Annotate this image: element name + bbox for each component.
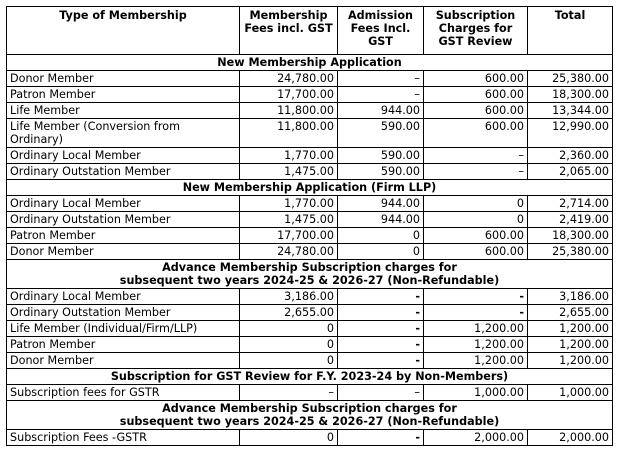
cell-membership-type: Life Member (Individual/Firm/LLP) [7, 321, 240, 337]
table-row [7, 103, 613, 119]
cell-total: 1,200.00 [528, 321, 613, 337]
cell-membership-fees: 17,700.00 [240, 87, 338, 103]
cell-membership-fees: 17,700.00 [240, 228, 338, 244]
cell-membership-fees: 0 [240, 321, 338, 337]
cell-subscription-charges: 600.00 [424, 103, 528, 119]
cell-total: 2,419.00 [528, 212, 613, 228]
cell-admission-fees: – [338, 71, 424, 87]
cell-subscription-charges: 600.00 [424, 71, 528, 87]
cell-membership-fees: 1,475.00 [240, 212, 338, 228]
section-title-line: Subscription for GST Review for F.Y. 2023-24 by Non-Members) [110, 370, 509, 383]
cell-subscription-charges: 1,200.00 [424, 337, 528, 353]
cell-total: 1,200.00 [528, 337, 613, 353]
cell-admission-fees: - [338, 289, 424, 305]
cell-membership-type: Donor Member [7, 353, 240, 369]
cell-subscription-charges: – [424, 148, 528, 164]
header-admission-fees: Admission Fees Incl. GST [338, 7, 424, 55]
cell-subscription-charges: 1,200.00 [424, 321, 528, 337]
cell-total: 25,380.00 [528, 71, 613, 87]
cell-admission-fees: – [338, 87, 424, 103]
cell-membership-type: Life Member (Conversion from Ordinary) [7, 119, 240, 148]
section-title [7, 401, 613, 430]
cell-total: 1,200.00 [528, 353, 613, 369]
cell-membership-type: Life Member [7, 103, 240, 119]
table-row [7, 71, 613, 87]
cell-subscription-charges: 1,200.00 [424, 353, 528, 369]
cell-membership-type: Donor Member [7, 244, 240, 260]
cell-total: 18,300.00 [528, 87, 613, 103]
cell-total: 3,186.00 [528, 289, 613, 305]
table-row [7, 228, 613, 244]
cell-total: 2,655.00 [528, 305, 613, 321]
cell-admission-fees: - [338, 321, 424, 337]
cell-membership-type: Patron Member [7, 337, 240, 353]
table-body [7, 55, 613, 446]
cell-membership-type: Ordinary Outstation Member [7, 212, 240, 228]
cell-admission-fees: – [338, 385, 424, 401]
cell-admission-fees: 944.00 [338, 103, 424, 119]
table-row [7, 244, 613, 260]
section-header-row [7, 180, 613, 196]
table-row [7, 305, 613, 321]
cell-membership-type: Donor Member [7, 71, 240, 87]
cell-admission-fees: 944.00 [338, 196, 424, 212]
cell-membership-type: Ordinary Local Member [7, 196, 240, 212]
cell-admission-fees: - [338, 337, 424, 353]
cell-subscription-charges: 1,000.00 [424, 385, 528, 401]
cell-total: 2,360.00 [528, 148, 613, 164]
cell-total: 13,344.00 [528, 103, 613, 119]
cell-admission-fees: - [338, 353, 424, 369]
table-header-row [7, 7, 613, 55]
table-row [7, 212, 613, 228]
cell-total: 12,990.00 [528, 119, 613, 148]
cell-membership-fees: 2,655.00 [240, 305, 338, 321]
section-header-row [7, 260, 613, 289]
header-total: Total [528, 7, 613, 55]
cell-subscription-charges: 600.00 [424, 119, 528, 148]
cell-total: 2,000.00 [528, 430, 613, 446]
cell-membership-fees: – [240, 385, 338, 401]
table-row [7, 164, 613, 180]
membership-fees-table [6, 6, 613, 446]
cell-admission-fees: 0 [338, 228, 424, 244]
cell-subscription-charges: 600.00 [424, 87, 528, 103]
cell-membership-type: Ordinary Outstation Member [7, 164, 240, 180]
cell-admission-fees: 590.00 [338, 148, 424, 164]
header-type-of-membership: Type of Membership [7, 7, 240, 55]
table-row [7, 353, 613, 369]
section-header-row [7, 369, 613, 385]
section-title-line: New Membership Application (Firm LLP) [182, 181, 437, 194]
section-title-line: Advance Membership Subscription charges for [162, 402, 457, 415]
section-title-line: subsequent two years 2024-25 & 2026-27 (Non-Refundable) [119, 274, 500, 287]
table-row [7, 289, 613, 305]
header-membership-fees: Membership Fees incl. GST [240, 7, 338, 55]
table-row [7, 87, 613, 103]
section-header-row [7, 401, 613, 430]
cell-subscription-charges: 2,000.00 [424, 430, 528, 446]
cell-membership-fees: 0 [240, 337, 338, 353]
cell-admission-fees: - [338, 305, 424, 321]
cell-membership-type: Patron Member [7, 87, 240, 103]
section-title [7, 55, 613, 71]
cell-membership-fees: 24,780.00 [240, 244, 338, 260]
cell-membership-type: Ordinary Local Member [7, 148, 240, 164]
cell-membership-fees: 1,770.00 [240, 148, 338, 164]
table-row [7, 196, 613, 212]
section-title-line: New Membership Application [217, 56, 402, 69]
cell-subscription-charges: – [424, 164, 528, 180]
cell-total: 2,065.00 [528, 164, 613, 180]
section-title [7, 369, 613, 385]
section-title-line: subsequent two years 2024-25 & 2026-27 (Non-Refundable) [119, 415, 500, 428]
cell-membership-type: Subscription Fees -GSTR [7, 430, 240, 446]
cell-total: 1,000.00 [528, 385, 613, 401]
cell-admission-fees: 0 [338, 244, 424, 260]
cell-membership-fees: 24,780.00 [240, 71, 338, 87]
cell-membership-type: Ordinary Outstation Member [7, 305, 240, 321]
cell-membership-fees: 0 [240, 353, 338, 369]
table-row [7, 119, 613, 148]
cell-total: 25,380.00 [528, 244, 613, 260]
cell-membership-fees: 1,770.00 [240, 196, 338, 212]
cell-subscription-charges: 0 [424, 196, 528, 212]
cell-admission-fees: - [338, 430, 424, 446]
cell-membership-type: Subscription fees for GSTR [7, 385, 240, 401]
cell-subscription-charges: - [424, 305, 528, 321]
cell-subscription-charges: - [424, 289, 528, 305]
cell-subscription-charges: 600.00 [424, 228, 528, 244]
cell-admission-fees: 590.00 [338, 164, 424, 180]
cell-membership-fees: 1,475.00 [240, 164, 338, 180]
cell-membership-fees: 3,186.00 [240, 289, 338, 305]
cell-admission-fees: 944.00 [338, 212, 424, 228]
section-title [7, 260, 613, 289]
cell-subscription-charges: 600.00 [424, 244, 528, 260]
section-header-row [7, 55, 613, 71]
cell-subscription-charges: 0 [424, 212, 528, 228]
cell-membership-fees: 0 [240, 430, 338, 446]
cell-total: 2,714.00 [528, 196, 613, 212]
cell-membership-type: Patron Member [7, 228, 240, 244]
cell-membership-type: Ordinary Local Member [7, 289, 240, 305]
header-subscription-charges: Subscription Charges for GST Review [424, 7, 528, 55]
section-title [7, 180, 613, 196]
table-row [7, 148, 613, 164]
cell-membership-fees: 11,800.00 [240, 103, 338, 119]
cell-total: 18,300.00 [528, 228, 613, 244]
table-row [7, 385, 613, 401]
table-row [7, 337, 613, 353]
cell-admission-fees: 590.00 [338, 119, 424, 148]
cell-membership-fees: 11,800.00 [240, 119, 338, 148]
section-title-line: Advance Membership Subscription charges for [162, 261, 457, 274]
table-row [7, 321, 613, 337]
table-row [7, 430, 613, 446]
